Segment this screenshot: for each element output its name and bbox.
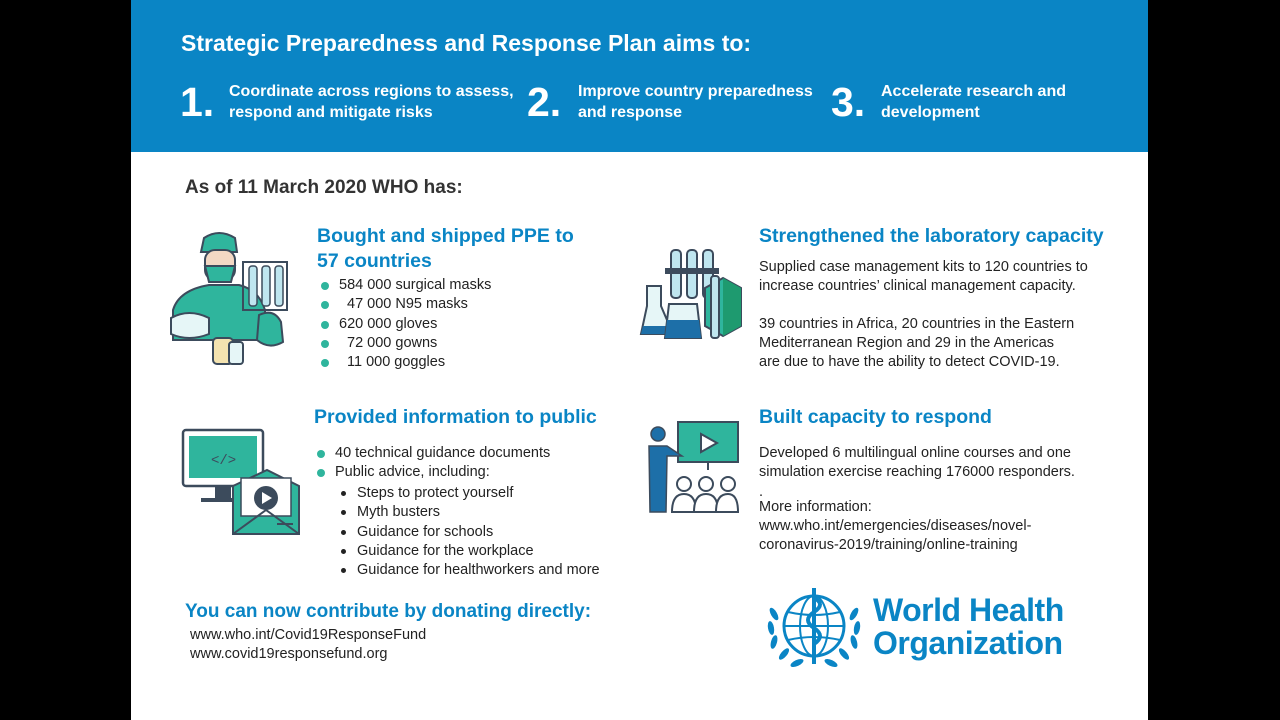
info-heading: Provided information to public — [314, 406, 597, 428]
training-link[interactable]: www.who.int/emergencies/diseases/novel- — [759, 518, 1032, 534]
aim-number: 3. — [831, 79, 866, 125]
section-subtitle: As of 11 March 2020 WHO has: — [185, 177, 463, 198]
svg-text:</>: </> — [211, 453, 237, 469]
text-line: simulation exercise reaching 176000 responders. — [759, 464, 1075, 480]
who-emblem-icon — [764, 584, 864, 674]
aim-text — [578, 81, 813, 123]
list-item: Public advice, including: — [315, 463, 550, 482]
ppe-heading — [317, 224, 574, 274]
who-logo-text — [873, 594, 1064, 660]
list-item: 584 000 surgical masks — [319, 276, 491, 295]
text-line: are due to have the ability to detect COVID-19. — [759, 354, 1060, 370]
public-advice-list — [339, 484, 600, 580]
info-list — [315, 444, 550, 483]
list-item: Guidance for schools — [339, 523, 600, 542]
aim-text — [881, 81, 1066, 123]
text-line: More information: — [759, 499, 872, 515]
donate-links — [190, 626, 426, 664]
aim-text-line: Accelerate research and — [881, 83, 1066, 100]
donate-link[interactable]: www.covid19responsefund.org — [190, 646, 388, 662]
list-item: Guidance for the workplace — [339, 542, 600, 561]
who-logo-line: World Health — [873, 592, 1064, 628]
ppe-heading-line: 57 countries — [317, 250, 432, 272]
aim-text-line: Coordinate across regions to assess, — [229, 83, 514, 100]
text-line: 39 countries in Africa, 20 countries in the Eastern — [759, 316, 1075, 332]
who-logo-line: Organization — [873, 625, 1063, 661]
list-item: 620 000 gloves — [319, 315, 491, 334]
aim-text-line: respond and mitigate risks — [229, 104, 433, 121]
ppe-list — [319, 276, 491, 372]
list-item: 47 000 N95 masks — [319, 295, 491, 314]
ppe-heading-line: Bought and shipped PPE to — [317, 225, 574, 247]
laboratory-icon — [639, 246, 743, 342]
donate-link[interactable]: www.who.int/Covid19ResponseFund — [190, 627, 427, 643]
computer-envelope-icon — [181, 428, 301, 538]
training-presenter-icon — [646, 420, 740, 514]
infographic-slide — [131, 0, 1148, 720]
list-item: 72 000 gowns — [319, 334, 491, 353]
top-banner — [131, 0, 1148, 152]
aim-number: 1. — [180, 79, 215, 125]
text-line: increase countries’ clinical management capacity. — [759, 278, 1076, 294]
capacity-paragraph — [759, 444, 1075, 482]
aim-text — [229, 81, 514, 123]
list-item: Steps to protect yourself — [339, 484, 600, 503]
aim-number: 2. — [527, 79, 562, 125]
text-line: Developed 6 multilingual online courses and one — [759, 445, 1071, 461]
lab-paragraph-1 — [759, 258, 1088, 296]
banner-title: Strategic Preparedness and Response Plan aims to: — [181, 30, 752, 56]
aim-text-line: and response — [578, 104, 683, 121]
aim-text-line: Improve country preparedness — [578, 83, 813, 100]
training-link[interactable]: coronavirus-2019/training/online-training — [759, 537, 1018, 553]
list-item: Guidance for healthworkers and more — [339, 561, 600, 580]
text-line: Supplied case management kits to 120 countries to — [759, 259, 1088, 275]
text-line: Mediterranean Region and 29 in the Americas — [759, 335, 1055, 351]
aim-text-line: development — [881, 104, 980, 121]
more-information — [759, 498, 1031, 555]
lab-heading: Strengthened the laboratory capacity — [759, 225, 1104, 247]
donate-heading: You can now contribute by donating directly: — [185, 601, 592, 622]
capacity-dot: . — [759, 484, 764, 500]
capacity-heading: Built capacity to respond — [759, 406, 992, 428]
list-item: 11 000 goggles — [319, 353, 491, 372]
health-worker-icon — [169, 230, 295, 370]
lab-paragraph-2 — [759, 315, 1074, 372]
list-item: Myth busters — [339, 503, 600, 522]
list-item: 40 technical guidance documents — [315, 444, 550, 463]
